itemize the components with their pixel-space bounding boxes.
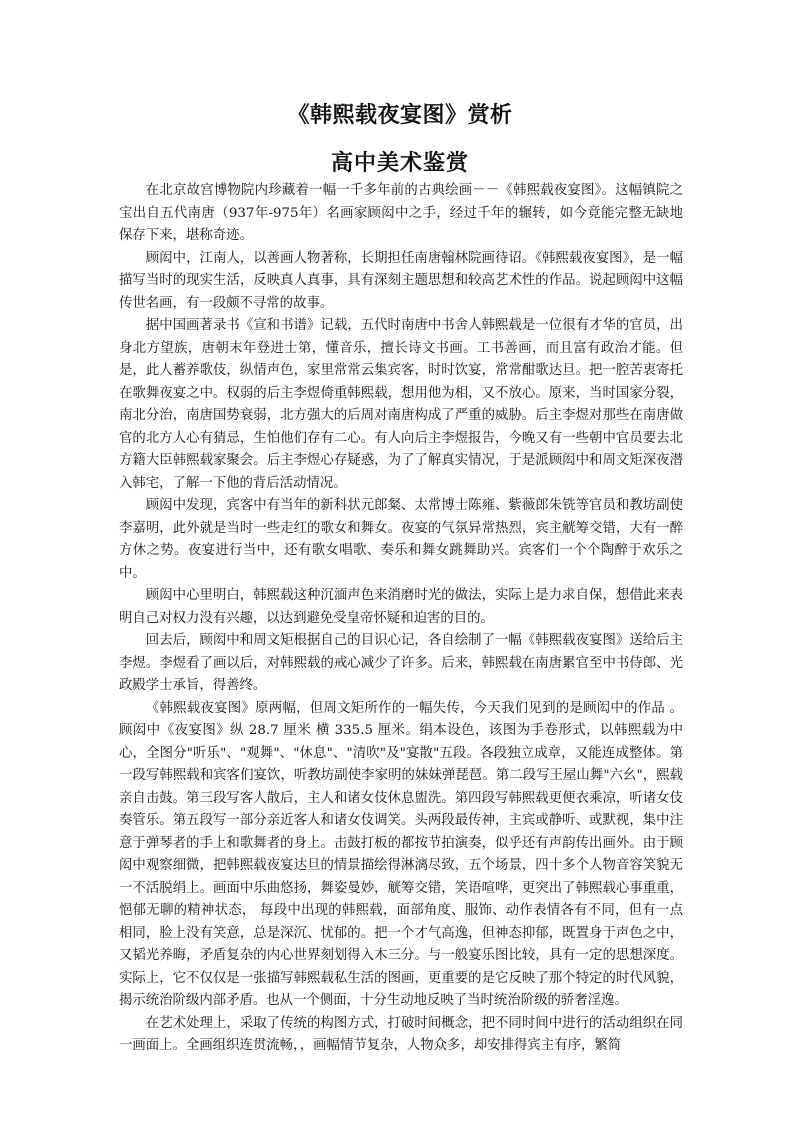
paragraph: 回去后，顾闳中和周文矩根据自己的目识心记，各自绘制了一幅《韩熙载夜宴图》送给后主李煜。李煜看了画以后，对韩熙载的戒心减少了许多。后来，韩熙载在南唐累官至中书侍郎、光政殿学士承旨，得善终。 bbox=[119, 633, 683, 693]
paragraph: 在北京故宫博物院内珍藏着一幅一千多年前的古典绘画－－《韩熙载夜宴图》。这幅镇院之宝出自五代南唐（937年-975年）名画家顾闳中之手，经过千年的辗转，如今竟能完整无缺地保存下来，堪称奇迹。 bbox=[119, 183, 683, 243]
document-title: 《韩熙载夜宴图》赏析 bbox=[287, 103, 513, 128]
paragraph: 《韩熙载夜宴图》原两幅，但周文矩所作的一幅失传，今天我们见到的是顾闳中的作品 。顾闳中《夜宴图》纵 28.7 厘米 横 335.5 厘米。绢本设色，该图为手卷形式，以韩熙载为中心，全图分"听乐"、"观舞"、"休息"、"清吹"及"宴散"五段。各段独立成章，又能连成整体。第一段写韩熙载和宾客们宴饮，听教坊副使李家明的妹妹弹琵琶。第二段写王屋山舞"六幺"，熙载亲自击鼓。第三段写客人散后，主人和诸女伎休息盥洗。第四段写韩熙载更便衣乘凉，听诸女伎奏管乐。第五段写一部分亲近客人和诸女伎调笑。头两段最传神，主宾或静听、或默视，集中注意于弹琴者的手上和歌舞者的身上。击鼓打板的都按节拍演奏，似乎还有声韵传出画外。由于顾闳中观察细微，把韩熙载夜宴达旦的情景描绘得淋漓尽致，五个场景，四十多个人物音容笑貌无一不活脱绢上。画面中乐曲悠扬，舞姿曼妙，觥筹交错，笑语喧哗，更突出了韩熙载心事重重，悒郁无聊的精神状态， 每段中出现的韩熙载，面部角度、服饰、动作表情各有不同，但有一点相同，脸上没有笑意，总是深沉、忧郁的。把一个才气高逸，但神态抑郁，既置身于声色之中，又韬光养晦，矛盾复杂的内心世界刻划得入木三分。与一般宴乐图比较，具有一定的思想深度。 实际上，它不仅仅是一张描写韩熙载私生活的图画，更重要的是它反映了那个特定的时代风貌，揭示统治阶级内部矛盾。也从一个侧面，十分生动地反映了当时统治阶级的骄奢淫逸。 bbox=[119, 700, 683, 1008]
paragraph: 在艺术处理上，采取了传统的构图方式，打破时间概念，把不同时间中进行的活动组织在同一画面上。全画组织连贯流畅，，画幅情节复杂，人物众多，却安排得宾主有序，繁简 bbox=[119, 1015, 683, 1053]
paragraph: 据中国画著录书《宣和书谱》记载，五代时南唐中书舍人韩熙载是一位很有才华的官员，出身北方望族，唐朝末年登进士第，懂音乐，擅长诗文书画。工书善画，而且富有政治才能。但是，此人蓄养歌伎，纵情声色，家里常常云集宾客，时时饮宴，常常酣歌达旦。把一腔苦衷寄托在歌舞夜宴之中。权弱的后主李煜倚重韩熙载，想用他为相，又不放心。原来，当时国家分裂，南北分治，南唐国势衰弱，北方强大的后周对南唐构成了严重的威胁。后主李煜对那些在南唐做官的北方人心有猜忌，生怕他们存有二心。有人向后主李煜报告，今晚又有一些朝中官员要去北方籍大臣韩熙载家聚会。后主李煜心存疑惑，为了了解真实情况，于是派顾闳中和周文矩深夜潜入韩宅，了解一下他的背后活动情况。 bbox=[119, 318, 683, 491]
document-body bbox=[119, 180, 683, 1058]
paragraph: 顾闳中心里明白，韩熙载这种沉湎声色来消磨时光的做法，实际上是力求自保，想借此来表明自己对权力没有兴趣，以达到避免受皇帝怀疑和迫害的目的。 bbox=[119, 588, 683, 626]
paragraph: 顾闳中发现，宾客中有当年的新科状元郎粲、太常博士陈雍、紫薇郎朱铣等官员和教坊副使李嘉明，此外就是当时一些走红的歌女和舞女。夜宴的气氛异常热烈，宾主觥筹交错，大有一醉方休之势。夜宴进行当中，还有歌女唱歌、奏乐和舞女跳舞助兴。宾客们一个个陶醉于欢乐之中。 bbox=[119, 498, 683, 581]
document-subtitle: 高中美术鉴赏 bbox=[330, 151, 469, 176]
paragraph: 顾闳中，江南人，以善画人物著称，长期担任南唐翰林院画待诏。《韩熙载夜宴图》，是一幅描写当时的现实生活，反映真人真事，具有深刻主题思想和较高艺术性的作品。说起顾闳中这幅传世名画，有一段颇不寻常的故事。 bbox=[119, 250, 683, 311]
